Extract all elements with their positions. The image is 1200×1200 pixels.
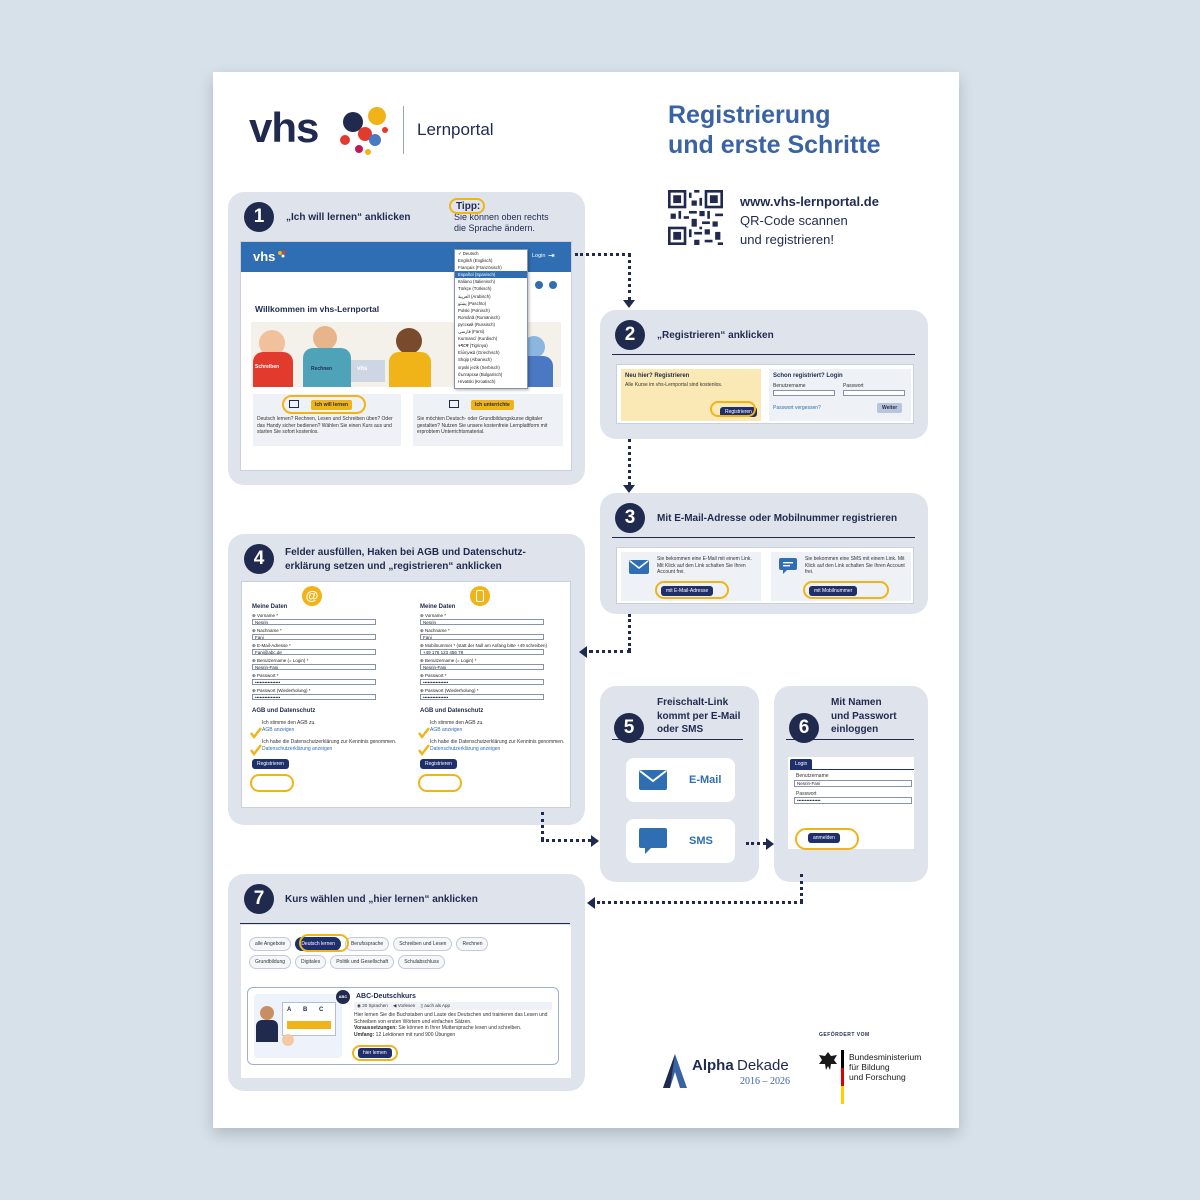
ministry-line-1: Bundesministerium xyxy=(849,1052,922,1062)
form-field-input[interactable]: Nesrin xyxy=(252,619,376,625)
step-1-card xyxy=(228,192,585,485)
alphadekade-a-icon xyxy=(663,1054,687,1088)
form-field-input[interactable]: Fani@abc.de xyxy=(252,649,376,655)
step-6-card xyxy=(774,686,928,882)
form-field-label: ⊕ Nachname * xyxy=(420,628,450,633)
email-form-register-button[interactable]: Registrieren xyxy=(252,759,289,769)
login-username-field[interactable] xyxy=(773,390,835,396)
form-field-label: ⊕ Nachname * xyxy=(252,628,282,633)
sms-register-button[interactable]: mit Mobilnummer xyxy=(809,586,857,596)
course-scope-label: Umfang: xyxy=(354,1032,375,1038)
course-card xyxy=(247,987,559,1065)
phone-badge xyxy=(470,586,490,606)
course-scope xyxy=(354,1032,556,1039)
login-form xyxy=(790,769,914,825)
email-channel-label: E-Mail xyxy=(689,774,722,786)
course-description: Hier lernen Sie die Buchstaben und Laute des Deutschen und trainieren das Lesen und Schreiben von ersten Wörtern und einfachen Sätzen. xyxy=(354,1012,548,1025)
register-highlight xyxy=(710,401,756,417)
funded-by-label: GEFÖRDERT VOM xyxy=(819,1032,870,1038)
teach-box xyxy=(413,394,563,446)
connector-5-6 xyxy=(746,842,766,845)
vhs-logo xyxy=(249,104,409,160)
connector-4-5-vertical xyxy=(541,812,544,840)
page-title xyxy=(668,100,881,160)
step-5-title-line2: kommt per E-Mail xyxy=(657,710,741,722)
qr-instruction-1: QR-Code scannen xyxy=(740,213,848,228)
sms-agb-title: AGB und Datenschutz xyxy=(420,708,484,714)
connector-3-4-arrow-icon xyxy=(579,646,587,658)
form-field-input[interactable]: Nesrin xyxy=(420,619,544,625)
step-1-number: 1 xyxy=(244,202,274,232)
email-highlight xyxy=(655,581,729,599)
email-agb-check-icon xyxy=(250,727,262,739)
app-logo: vhs xyxy=(253,249,276,264)
email-envelope-icon xyxy=(639,770,667,790)
language-option[interactable]: Ελληνικά (Griechisch) xyxy=(458,350,500,356)
vhs-logo-text: vhs xyxy=(249,104,319,151)
illus-label-write: Schreiben xyxy=(255,364,280,370)
sms-privacy-text: Ich habe die Datenschutzerklärung zur Kenntnis genommen. xyxy=(430,739,565,745)
sms-form-register-button[interactable]: Registrieren xyxy=(420,759,457,769)
step6-login-button[interactable]: anmelden xyxy=(808,833,840,843)
phone-app-icon: ▯ xyxy=(420,1003,423,1008)
email-form-fields xyxy=(252,613,392,700)
course-prereq xyxy=(354,1025,556,1032)
chat-bubble-icon xyxy=(779,558,797,574)
languages-icon: ◉ xyxy=(357,1003,361,1008)
email-option-text: Sie bekommen eine E-Mail mit einem Link. Mit Klick auf den Link schalten Sie Ihren Account frei. xyxy=(657,556,752,575)
email-privacy-check-icon xyxy=(250,744,262,756)
form-field-label: ⊕ Passwort * xyxy=(252,673,279,678)
person-2 xyxy=(313,326,337,350)
step-5-title xyxy=(657,696,740,737)
language-option[interactable]: Español (Spanisch) xyxy=(455,271,527,278)
hier-lernen-highlight xyxy=(352,1045,398,1061)
sms-agb-text: Ich stimme den AGB zu. xyxy=(430,720,484,726)
alphadekade-years: 2016 – 2026 xyxy=(740,1076,790,1087)
sms-channel-card xyxy=(626,819,735,863)
course-filter-pill[interactable]: Deutsch lernen xyxy=(295,937,341,951)
step-4-number: 4 xyxy=(244,544,274,574)
learn-text: Deutsch lernen? Rechnen, Lesen und Schreiben üben? Oder das Handy sicher bedienen? Wählen Sie einen Kurs aus und starten Sie sofort kostenlos. xyxy=(257,416,393,435)
tile-b: B xyxy=(303,1007,308,1013)
connector-1-2-vertical xyxy=(628,253,631,301)
login-username-label: Benutzername xyxy=(773,383,806,389)
step-6-number: 6 xyxy=(789,713,819,743)
course-prereq-label: Voraussetzungen: xyxy=(354,1025,397,1031)
language-option[interactable]: العربية (Arabisch) xyxy=(458,293,491,299)
language-option[interactable]: Türkçe (Türkisch) xyxy=(458,286,492,292)
email-form xyxy=(252,590,397,770)
language-option[interactable]: فارسی (Farsi) xyxy=(458,329,485,335)
ministry-line-2: für Bildung xyxy=(849,1062,890,1072)
form-field-label: ⊕ E-Mail-Adresse * xyxy=(252,643,291,648)
next-button[interactable]: Weiter xyxy=(877,403,902,413)
step-5-card xyxy=(600,686,759,882)
login-arrow-icon: ⇥ xyxy=(548,251,555,260)
connector-1-2-horizontal xyxy=(575,253,631,256)
step-3-divider xyxy=(612,537,915,538)
alphadekade-name-1: Alpha xyxy=(692,1057,734,1074)
tip-text-2: die Sprache ändern. xyxy=(454,223,536,233)
login-password-field[interactable] xyxy=(843,390,905,396)
connector-6-7-vertical xyxy=(800,874,803,902)
step-6-title-line3: einloggen xyxy=(831,724,879,735)
language-option[interactable]: پښتو (Paschto) xyxy=(458,300,487,306)
logo-dots-icon xyxy=(337,104,407,160)
course-filter-pill[interactable]: Rechnen xyxy=(456,937,488,951)
step-7-number: 7 xyxy=(244,884,274,914)
form-field-input[interactable]: Fani xyxy=(420,634,544,640)
form-field-label: ⊕ Benutzername (= Login) * xyxy=(420,658,477,663)
language-list xyxy=(455,250,527,385)
form-field-label: ⊕ Passwort (Wiederholung) * xyxy=(252,688,311,693)
course-title: ABC-Deutschkurs xyxy=(356,993,416,1000)
login-password-label: Passwort xyxy=(843,383,864,389)
poster xyxy=(213,72,959,1128)
learn-button[interactable]: Ich will lernen xyxy=(311,400,352,410)
welcome-heading: Willkommen im vhs-Lernportal xyxy=(255,304,380,314)
flag-black xyxy=(841,1050,844,1068)
email-privacy-link[interactable]: Datenschutzerklärung anzeigen xyxy=(262,745,333,752)
envelope-icon xyxy=(629,560,649,574)
sms-privacy-check-icon xyxy=(418,744,430,756)
language-option[interactable]: srpski jezik (Serbisch) xyxy=(458,364,500,370)
connector-2-3-arrow-icon xyxy=(623,485,635,493)
illus-label-vhs: vhs xyxy=(357,366,368,372)
course-badge: ABC xyxy=(336,990,350,1004)
teach-button[interactable]: Ich unterrichte xyxy=(471,400,514,410)
hier-lernen-button[interactable]: hier lernen xyxy=(358,1048,392,1058)
federal-eagle-icon xyxy=(817,1050,839,1072)
step-7-screenshot xyxy=(241,925,571,1078)
sms-option-text: Sie bekommen eine SMS mit einem Link. Mit Klick auf den Link schalten Sie Ihren Account frei. xyxy=(805,556,905,575)
register-button[interactable]: Registrieren xyxy=(720,407,757,417)
course-illustration xyxy=(254,994,342,1058)
tile-a: A xyxy=(287,1007,292,1013)
login-tab[interactable]: Login xyxy=(790,759,812,769)
sms-highlight xyxy=(803,581,889,599)
teach-icon xyxy=(449,400,459,408)
page-title-line1: Registrierung xyxy=(668,101,831,129)
language-option[interactable]: ትግርኛ (Tigrinya) xyxy=(458,343,488,349)
language-option[interactable]: Polski (Polnisch) xyxy=(458,307,490,313)
course-filter-pill[interactable]: Schreiben und Lesen xyxy=(393,937,452,951)
sms-form xyxy=(420,590,566,770)
sms-agb-link[interactable]: AGB anzeigen xyxy=(430,726,463,733)
step-5-title-line1: Freischalt-Link xyxy=(657,697,729,708)
teach-text: Sie möchten Deutsch- oder Grundbildungskurse digitaler gestalten? Nutzen Sie unsere kostenfreie Lernplattform mit erprobtem Unterrichtsmaterial. xyxy=(417,416,548,435)
print-icon[interactable] xyxy=(535,281,543,289)
speaker-icon: ◀ xyxy=(393,1003,397,1008)
person-3-body xyxy=(389,352,431,387)
form-field-label: ⊕ Vorname * xyxy=(252,613,279,618)
page-title-line2: und erste Schritte xyxy=(668,131,881,159)
language-option[interactable]: Română (Rumänisch) xyxy=(458,314,500,320)
course-meta xyxy=(354,1002,552,1010)
form-field-input[interactable]: •••••••••••••••• xyxy=(252,694,376,700)
email-form-register-highlight xyxy=(250,774,294,792)
step6-username-field[interactable]: Nesrin-Fani xyxy=(794,780,912,787)
course-filter-pill[interactable]: Politik und Gesellschaft xyxy=(330,955,394,969)
step-6-title xyxy=(831,696,897,737)
phone-icon xyxy=(476,590,484,602)
language-option[interactable]: български (Bulgarisch) xyxy=(458,371,503,377)
step-7-title: Kurs wählen und „hier lernen“ anklicken xyxy=(285,894,478,905)
learner-figure-body xyxy=(256,1020,278,1042)
step-3-screenshot xyxy=(616,547,914,604)
form-field-label: ⊕ Benutzername (= Login) * xyxy=(252,658,309,663)
person-3 xyxy=(396,328,422,354)
form-field-label: ⊕ Passwort * xyxy=(420,673,447,678)
connector-6-7-arrow-icon xyxy=(587,897,595,909)
flag-gold xyxy=(841,1086,844,1104)
sms-agb-check-icon xyxy=(418,727,430,739)
form-field-label: ⊕ Vorname * xyxy=(420,613,447,618)
sms-bubble-icon xyxy=(639,828,667,854)
learner-figure-2 xyxy=(282,1034,294,1046)
step-4-title-line2: erklärung setzen und „registrieren“ anklicken xyxy=(285,560,502,572)
connector-2-3 xyxy=(628,439,631,485)
portal-url[interactable]: www.vhs-lernportal.de xyxy=(740,194,879,209)
step-6-divider xyxy=(786,739,914,740)
step-4-title-line1: Felder ausfüllen, Haken bei AGB und Datenschutz- xyxy=(285,547,526,558)
form-field-label: ⊕ Passwort (Wiederholung) * xyxy=(420,688,479,693)
course-filter-pill[interactable]: alle Angebote xyxy=(249,937,291,951)
step-2-screenshot xyxy=(616,364,914,424)
course-meta-languages: 20 Sprachen xyxy=(362,1003,388,1008)
step-5-number: 5 xyxy=(614,713,644,743)
step6-password-label: Passwort xyxy=(796,790,817,797)
language-option[interactable]: Kurmancî (Kurdisch) xyxy=(458,336,498,342)
sms-channel-label: SMS xyxy=(689,835,713,847)
form-field-label: ⊕ Mobilnummer * (statt der Null am Anfang bitte +49 schreiben) xyxy=(420,643,547,648)
app-logo-dots-icon xyxy=(277,249,287,259)
form-field-input[interactable]: •••••••••••••••• xyxy=(252,679,376,685)
step-7-card xyxy=(228,874,585,1091)
step-5-title-line3: oder SMS xyxy=(657,724,704,735)
logo-divider xyxy=(403,106,404,154)
form-field-input[interactable]: •••••••••••••••• xyxy=(420,694,544,700)
alphadekade-logo xyxy=(663,1054,803,1090)
step-2-card xyxy=(600,310,928,439)
email-at-badge: @ xyxy=(302,586,322,606)
email-agb-text: Ich stimme den AGB zu. xyxy=(262,720,316,726)
email-form-title: Meine Daten xyxy=(252,604,288,610)
ministry-line-3: und Forschung xyxy=(849,1072,906,1082)
form-field-input[interactable]: •••••••••••••••• xyxy=(420,679,544,685)
step-1-title: „Ich will lernen“ anklicken xyxy=(286,212,411,223)
language-dropdown[interactable] xyxy=(454,249,528,389)
connector-3-4-horizontal xyxy=(589,650,631,653)
step-3-title: Mit E-Mail-Adresse oder Mobilnummer registrieren xyxy=(657,513,898,524)
language-option[interactable]: ✓ Deutsch xyxy=(458,251,479,256)
new-register-text: Alle Kurse im vhs-Lernportal sind kostenlos. xyxy=(625,382,723,388)
language-option[interactable]: Français (Französisch) xyxy=(458,265,502,271)
connector-3-4-vertical xyxy=(628,614,631,651)
connector-4-5-horizontal xyxy=(541,839,591,842)
step-4-screenshot xyxy=(241,581,571,808)
learning-screen xyxy=(282,1002,336,1036)
form-field-input[interactable]: Fani xyxy=(252,634,376,640)
deutsch-filter-highlight xyxy=(299,934,349,952)
alphadekade-name-2: Dekade xyxy=(737,1057,789,1074)
connector-4-5-arrow-icon xyxy=(591,835,599,847)
language-option[interactable]: Shqip (Albanisch) xyxy=(458,357,492,363)
ministry-name xyxy=(849,1052,921,1082)
settings-icon[interactable] xyxy=(549,281,557,289)
step-1-screenshot xyxy=(240,241,572,471)
course-filter-pill[interactable]: Digitales xyxy=(295,955,326,969)
flag-red xyxy=(841,1068,844,1086)
email-register-button[interactable]: mit E-Mail-Adresse xyxy=(661,586,713,596)
email-privacy-text: Ich habe die Datenschutzerklärung zur Kenntnis genommen. xyxy=(262,739,397,745)
form-field-input[interactable]: +49 176 123 456 78 xyxy=(420,649,544,655)
logo-subtitle: Lernportal xyxy=(417,120,494,139)
step-3-number: 3 xyxy=(615,503,645,533)
language-option[interactable]: Italiano (Italienisch) xyxy=(458,279,496,285)
tip-highlight xyxy=(449,198,485,214)
sms-privacy-link[interactable]: Datenschutzerklärung anzeigen xyxy=(430,745,501,752)
step6-login-highlight xyxy=(795,828,859,850)
qr-instruction-2: und registrieren! xyxy=(740,232,834,247)
email-agb-title: AGB und Datenschutz xyxy=(252,708,316,714)
course-prereq-text: Sie können in Ihrer Muttersprache lesen und schreiben. xyxy=(398,1025,522,1031)
step-2-number: 2 xyxy=(615,320,645,350)
tile-row xyxy=(287,1021,331,1029)
connector-5-6-arrow-icon xyxy=(766,838,774,850)
sms-form-title: Meine Daten xyxy=(420,604,456,610)
course-filter-pill[interactable]: Schulabschluss xyxy=(398,955,445,969)
step-7-divider xyxy=(240,923,570,924)
illus-label-calc: Rechnen xyxy=(311,366,333,372)
new-register-title: Neu hier? Registrieren xyxy=(625,373,690,379)
learn-button-highlight xyxy=(282,395,366,414)
step-6-title-line2: und Passwort xyxy=(831,710,897,722)
step6-password-field[interactable]: ••••••••••••••• xyxy=(794,797,912,804)
step-6-title-line1: Mit Namen xyxy=(831,697,882,708)
course-scope-text: 12 Lektionen mit rund 900 Übungen xyxy=(375,1032,456,1038)
step6-username-label: Benutzername xyxy=(796,773,829,779)
course-filter-pill[interactable]: Grundbildung xyxy=(249,955,291,969)
sms-form-fields xyxy=(420,613,566,700)
email-channel-card xyxy=(626,758,735,802)
learner-figure xyxy=(260,1006,274,1020)
language-option[interactable]: Hrvatski (Kroatisch) xyxy=(458,378,496,384)
sms-form-register-highlight xyxy=(418,774,462,792)
login-box xyxy=(769,369,911,421)
language-option[interactable]: English (Englisch) xyxy=(458,258,493,264)
tile-c: C xyxy=(319,1007,324,1013)
step-5-divider xyxy=(612,739,743,740)
qr-code-icon xyxy=(668,190,723,245)
course-meta-app: auch als App xyxy=(424,1003,451,1008)
language-option[interactable]: русский (Russisch) xyxy=(458,321,495,327)
form-field-input[interactable]: Nesrin-Fani xyxy=(252,664,376,670)
connector-6-7-horizontal xyxy=(597,901,803,904)
federal-flag-bar xyxy=(841,1050,844,1104)
login-box-title: Schon registriert? Login xyxy=(773,373,843,379)
qr-info xyxy=(740,192,879,249)
course-meta-readaloud: Vorlesen xyxy=(397,1003,416,1008)
connector-1-2-arrow-icon xyxy=(623,300,635,308)
course-filter-pill[interactable]: Berufssprache xyxy=(345,937,389,951)
app-login-label[interactable]: Login xyxy=(532,253,546,259)
toolbar-icons xyxy=(535,276,557,294)
form-field-input[interactable]: Nesrin-Fani xyxy=(420,664,544,670)
tip-text-1: Sie können oben rechts xyxy=(454,212,549,222)
email-agb-link[interactable]: AGB anzeigen xyxy=(262,726,295,733)
course-filters xyxy=(247,935,517,971)
step-4-title xyxy=(285,546,526,573)
tip-label: Tipp: xyxy=(456,201,481,212)
forgot-password-link[interactable]: Passwort vergessen? xyxy=(773,405,821,411)
step-3-card xyxy=(600,493,928,614)
step-4-card xyxy=(228,534,585,825)
step-2-divider xyxy=(612,354,915,355)
step-2-title: „Registrieren“ anklicken xyxy=(657,330,774,341)
